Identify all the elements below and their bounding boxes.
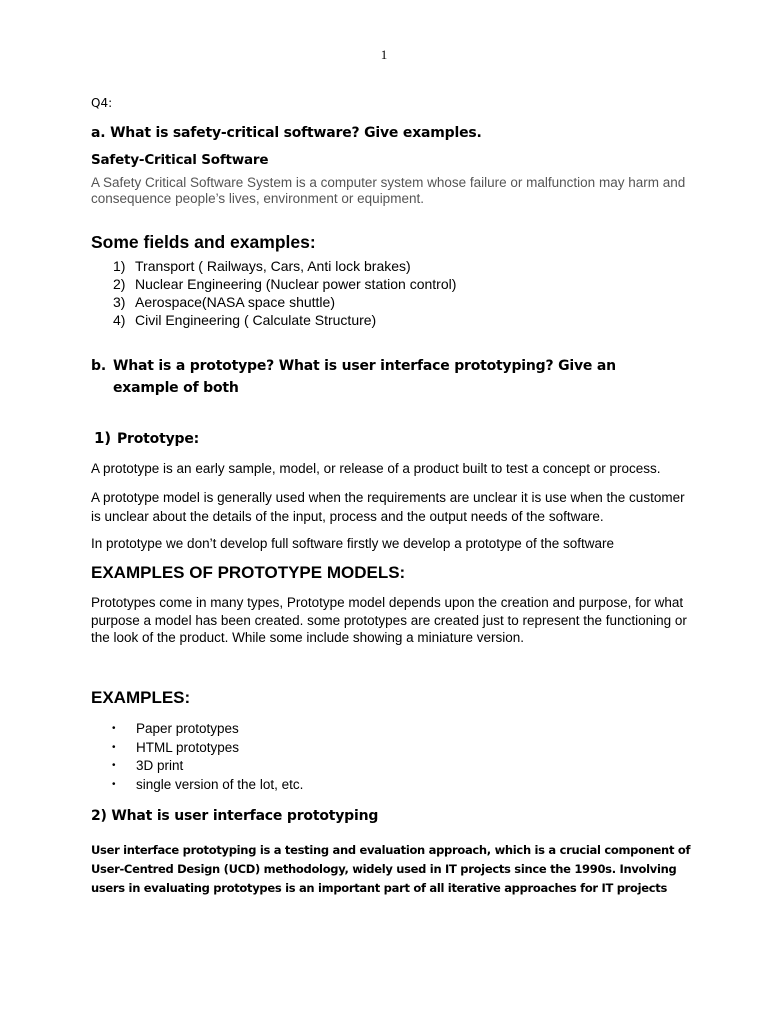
list-item: 1) Transport ( Railways, Cars, Anti lock brakes) — [113, 258, 411, 274]
ui-prototyping-paragraph: User interface prototyping is a testing and evaluation approach, which is a crucial component of User-Centred Design (UCD) methodology, widely used in IT projects since the 1990s. Involving users in evaluating prototypes is an important part of all iterative approaches for IT projects — [91, 843, 691, 895]
prototype-heading — [94, 429, 199, 447]
heading-part-a — [91, 125, 482, 141]
prototype-models-heading: EXAMPLES OF PROTOTYPE MODELS: — [91, 563, 406, 582]
list-item: • Paper prototypes — [112, 720, 512, 739]
prototype-number: 1) — [94, 429, 111, 447]
prototype-heading-text: Prototype: — [117, 431, 200, 447]
safety-critical-paragraph: A Safety Critical Software System is a computer system whose failure or malfunction may harm and consequence people’s lives, environment or equipment. — [91, 175, 686, 206]
bullet-icon: • — [112, 741, 116, 753]
bullet-icon: • — [112, 778, 116, 790]
bullet-icon: • — [112, 723, 116, 734]
question-label: Q4: — [91, 96, 113, 110]
part-a-letter: a. — [91, 125, 106, 141]
examples-list — [112, 720, 512, 794]
bullet-icon: • — [112, 760, 116, 771]
examples-heading: EXAMPLES: — [91, 688, 191, 707]
list-item: • single version of the lot, etc. — [112, 776, 512, 795]
fields-heading: Some fields and examples: — [91, 232, 316, 252]
list-item: • HTML prototypes — [112, 739, 512, 758]
prototype-paragraph-1: A prototype is an early sample, model, or release of a product built to test a concept or process. — [91, 461, 661, 476]
list-item: 3) Aerospace(NASA space shuttle) — [113, 294, 335, 310]
part-b-letter: b. — [91, 358, 106, 374]
prototype-models-paragraph: Prototypes come in many types, Prototype model depends upon the creation and purpose, for what purpose a model has been created. some prototypes are created just to represent the functioning or the look of the product. While some include showing a miniature version. — [91, 595, 687, 645]
list-item: 2) Nuclear Engineering (Nuclear power station control) — [113, 276, 457, 292]
list-item: 4) Civil Engineering ( Calculate Structure) — [113, 312, 377, 328]
part-b-heading-text: What is a prototype? What is user interface prototyping? Give an example of both — [113, 358, 616, 396]
page-number: 1 — [380, 47, 388, 62]
fields-list — [113, 257, 613, 329]
prototype-paragraph-2: A prototype model is generally used when the requirements are unclear it is use when the customer is unclear about the details of the input, process and the output needs of the software. — [91, 490, 685, 524]
heading-part-b — [91, 355, 691, 399]
safety-critical-subheading: Safety-Critical Software — [91, 152, 269, 168]
list-item: • 3D print — [112, 757, 512, 776]
part-a-heading-text: What is safety-critical software? Give examples. — [110, 125, 482, 141]
ui-prototyping-heading: 2) What is user interface prototyping — [91, 808, 379, 824]
prototype-paragraph-3: In prototype we don’t develop full software firstly we develop a prototype of the software — [91, 536, 615, 551]
